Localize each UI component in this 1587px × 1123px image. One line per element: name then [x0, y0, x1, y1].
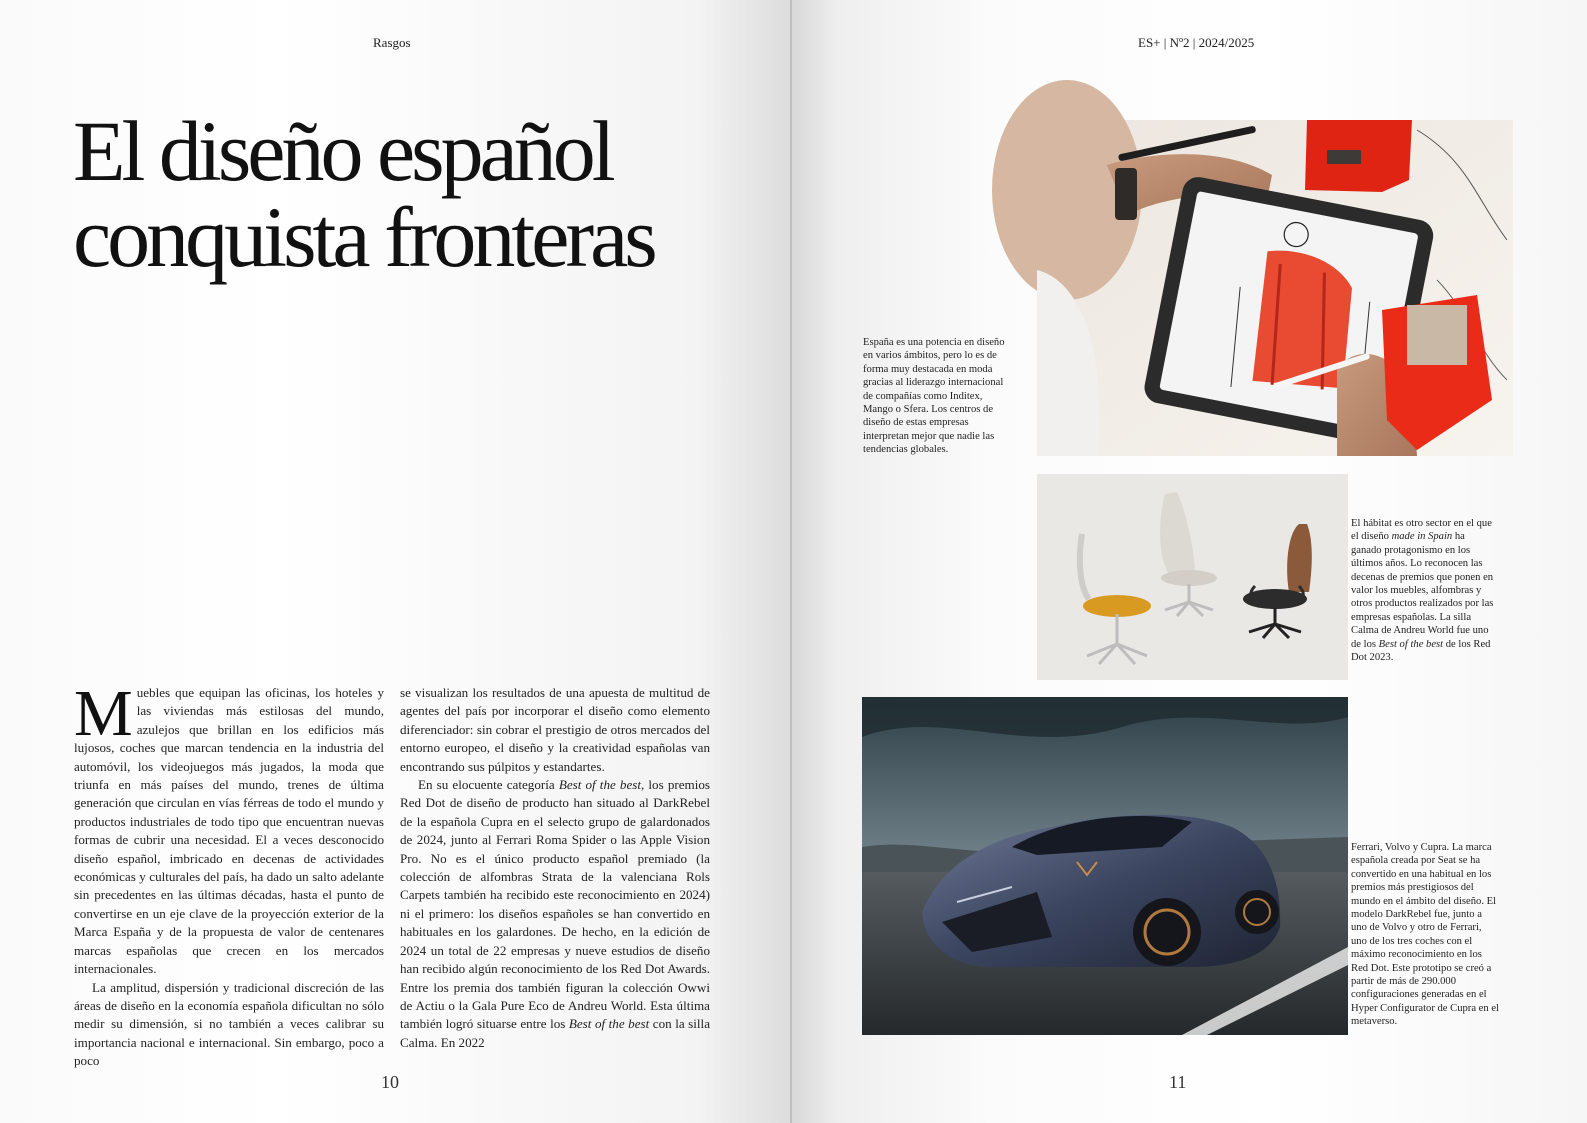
article-title	[73, 103, 654, 285]
chairs-photo	[1037, 474, 1348, 680]
body-column-1	[74, 677, 384, 1069]
drop-cap: M	[74, 677, 133, 750]
caption-chairs: El hábitat es otro sector en el que el diseño made in Spain ha ganado protagonismo en los últimos años. Lo reconocen las decenas de premios que ponen en valor los muebles, alfombras y otros productos realizados por las empresas españolas. La silla Calma de Andreu World fue uno de los Best of the best de los Red Dot 2023.	[1351, 518, 1494, 664]
title-line-2: conquista fronteras	[73, 189, 654, 285]
running-head-left: Rasgos	[373, 35, 411, 50]
car-photo	[862, 697, 1348, 1035]
fashion-design-photo	[1037, 120, 1513, 456]
page-number-left: 10	[381, 1072, 399, 1092]
caption-fashion: España es una potencia en diseño en varios ámbitos, pero lo es de forma muy destacada en moda gracias al liderazgo internacional de compañías como Inditex, Mango o Sfera. Los centros de diseño de estas empresas interpretan mejor que nadie las tendencias globales.	[863, 337, 1005, 456]
body-paragraph: La amplitud, dispersión y tradicional discreción de las áreas de diseño en la economía española dificultan no sólo medir su dimensión, si no también a veces calibrar su importancia nacional e internacional. Sin embargo, poco a poco	[74, 979, 384, 1069]
page-number-right: 11	[1169, 1072, 1187, 1092]
body-paragraph: Muebles que equipan las oficinas, los hoteles y las viviendas más estilosas del mundo, azulejos que brillan en los edificios más lujosos, coches que marcan tendencia en la industria del automóvil, los videojuegos más jugados, la moda que triunfa en más países del mundo, trenes de última generación que circulan en vías férreas de todo el mundo y productos industriales de todo tipo que encuentran nuevas formas de cubrir una necesidad. El a veces desconocido diseño español, imbricado en decenas de actividades económicas y culturales del país, ha dado un salto adelante sin precedentes en las últimas décadas, hasta el punto de convertirse en un eje clave de la proyección exterior de la Marca España y de la propuesta de valor de centenares marcas españolas que crecen en los mercados internacionales.	[74, 677, 384, 977]
left-page	[0, 0, 792, 1123]
title-line-1: El diseño español	[73, 103, 612, 199]
body-paragraph: En su elocuente categoría Best of the best, los premios Red Dot de diseño de producto han situado al DarkRebel de la española Cupra en el selecto grupo de galardonados de 2024, junto al Ferrari Roma Spider o las Apple Vision Pro. No es el único producto español premiado (la colección de alfombras Strata de la valenciana Rols Carpets también ha recibido este reconocimiento en 2024) ni el primero: los diseños españoles se han convertido en habituales en los galardones. De hecho, en la edición de 2024 un total de 22 empresas y nueve estudios de diseño han recibido algún reconocimiento de los Red Dot Awards. Entre los premia dos también figuran la colección Owwi de Actiu o la Gala Pure Eco de Andreu World. Esta última también logró situarse entre los Best of the best con la silla Calma. En 2022	[400, 777, 711, 1050]
right-page	[792, 0, 1587, 1123]
body-column-2	[400, 684, 711, 1050]
caption-car: Ferrari, Volvo y Cupra. La marca española creada por Seat se ha convertido en una habitual en los premios más prestigiosos del mundo en el ámbito del diseño. El modelo DarkRebel fue, junto a uno de Volvo y otro de Ferrari, uno de los tres coches con el máximo reconocimiento en los Red Dot. Este prototipo se creó a partir de más de 290.000 configuraciones generadas en el Hyper Configurator de Cupra en el metaverso.	[1351, 842, 1499, 1028]
running-head-right: ES+ | Nº2 | 2024/2025	[1138, 35, 1255, 50]
body-paragraph: se visualizan los resultados de una apuesta de multitud de agentes del país por incorporar el diseño como elemento diferenciador: sin cobrar el prestigio de otros mercados del entorno europeo, el diseño y la creatividad españolas van encontrando sus púlpitos y estandartes.	[400, 685, 710, 774]
